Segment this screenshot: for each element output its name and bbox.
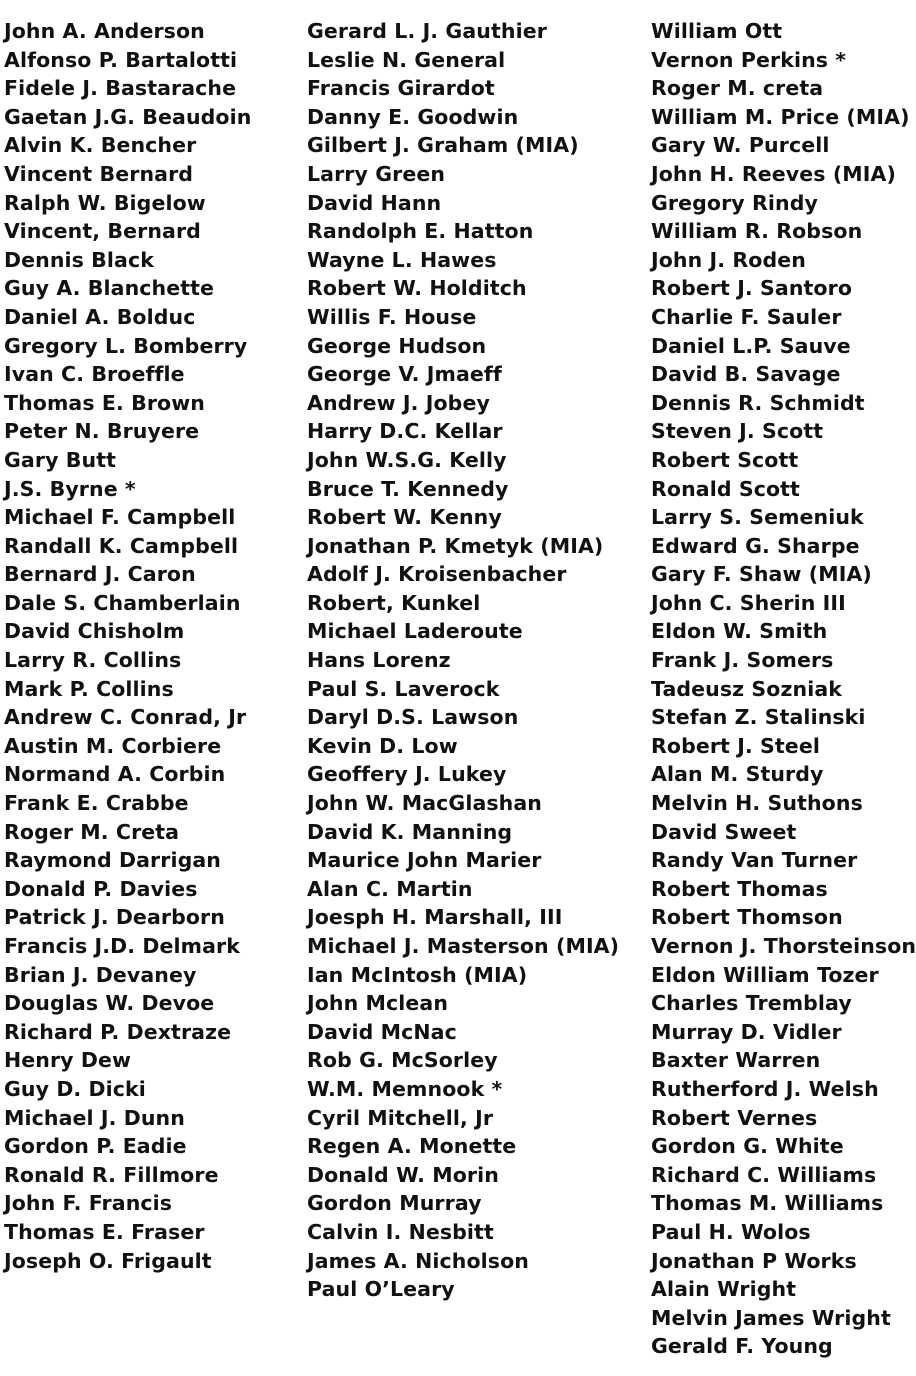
name-entry: Alan C. Martin: [307, 876, 473, 901]
name-entry: Wayne L. Hawes: [307, 247, 497, 272]
name-entry: J.S. Byrne *: [4, 476, 136, 501]
name-entry: Larry Green: [307, 161, 446, 186]
name-entry: Douglas W. Devoe: [4, 991, 215, 1016]
name-entry: Michael J. Dunn: [4, 1105, 185, 1130]
name-entry: Fidele J. Bastarache: [4, 76, 237, 101]
name-entry: Robert W. Kenny: [307, 505, 502, 530]
name-entry: Adolf J. Kroisenbacher: [307, 562, 567, 587]
name-entry: Paul S. Laverock: [307, 676, 500, 701]
name-entry: Tadeusz Sozniak: [651, 676, 842, 701]
name-entry: Alfonso P. Bartalotti: [4, 47, 238, 72]
name-entry: Daryl D.S. Lawson: [307, 705, 519, 730]
name-entry: Stefan Z. Stalinski: [651, 705, 866, 730]
name-entry: Joesph H. Marshall, III: [307, 905, 563, 930]
name-entry: Larry S. Semeniuk: [651, 505, 864, 530]
name-entry: Charles Tremblay: [651, 991, 852, 1016]
name-entry: William M. Price (MIA): [651, 104, 910, 129]
name-entry: Vincent Bernard: [4, 161, 194, 186]
name-entry: Gary F. Shaw (MIA): [651, 562, 872, 587]
name-entry: Regen A. Monette: [307, 1134, 517, 1159]
name-entry: Roger M. creta: [651, 76, 824, 101]
name-entry: Gregory L. Bomberry: [4, 333, 248, 358]
name-entry: Robert Thomson: [651, 905, 843, 930]
name-entry: Daniel L.P. Sauve: [651, 333, 851, 358]
name-entry: Robert J. Santoro: [651, 276, 853, 301]
name-entry: Kevin D. Low: [307, 733, 458, 758]
name-entry: George Hudson: [307, 333, 487, 358]
name-entry: Austin M. Corbiere: [4, 733, 222, 758]
name-entry: David Hann: [307, 190, 442, 215]
name-entry: Donald P. Davies: [4, 876, 198, 901]
name-entry: John F. Francis: [4, 1191, 173, 1216]
name-entry: Randolph E. Hatton: [307, 219, 534, 244]
name-entry: Frank J. Somers: [651, 648, 834, 673]
name-entry: Edward G. Sharpe: [651, 533, 860, 558]
name-entry: Rutherford J. Welsh: [651, 1076, 879, 1101]
name-entry: Gilbert J. Graham (MIA): [307, 133, 579, 158]
name-entry: Ian McIntosh (MIA): [307, 962, 528, 987]
name-entry: Donald W. Morin: [307, 1162, 499, 1187]
name-entry: Jonathan P. Kmetyk (MIA): [307, 533, 604, 558]
name-entry: Vernon J. Thorsteinson: [651, 934, 916, 958]
name-entry: Gerald F. Young: [651, 1334, 833, 1359]
name-entry: Eldon W. Smith: [651, 619, 828, 644]
name-entry: James A. Nicholson: [307, 1248, 529, 1273]
name-entry: Jonathan P Works: [651, 1248, 857, 1273]
name-column-2: [307, 17, 619, 1304]
name-entry: Francis Girardot: [307, 76, 495, 101]
name-entry: Alvin K. Bencher: [4, 133, 197, 158]
name-entry: Andrew C. Conrad, Jr: [4, 705, 247, 730]
name-entry: Thomas E. Fraser: [4, 1219, 205, 1244]
name-entry: Ivan C. Broeffle: [4, 362, 185, 387]
name-entry: Danny E. Goodwin: [307, 104, 519, 129]
name-entry: Frank E. Crabbe: [4, 791, 189, 816]
name-column-1: [4, 17, 251, 1275]
name-entry: Gordon P. Eadie: [4, 1134, 187, 1159]
name-entry: Vincent, Bernard: [4, 219, 201, 244]
name-entry: Gerard L. J. Gauthier: [307, 19, 547, 43]
name-entry: Thomas E. Brown: [4, 390, 205, 415]
name-entry: Vernon Perkins *: [651, 47, 847, 72]
name-entry: Ralph W. Bigelow: [4, 190, 206, 215]
name-entry: Dennis Black: [4, 247, 154, 272]
name-entry: Alan M. Sturdy: [651, 762, 824, 787]
name-entry: Larry R. Collins: [4, 648, 182, 673]
name-entry: Robert W. Holditch: [307, 276, 527, 301]
name-entry: Gaetan J.G. Beaudoin: [4, 104, 252, 129]
name-entry: Melvin H. Suthons: [651, 791, 863, 816]
name-entry: John H. Reeves (MIA): [651, 161, 896, 186]
name-entry: Charlie F. Sauler: [651, 304, 842, 329]
name-entry: Randy Van Turner: [651, 848, 858, 873]
name-entry: Bernard J. Caron: [4, 562, 196, 587]
name-entry: Harry D.C. Kellar: [307, 419, 503, 444]
name-entry: Melvin James Wright: [651, 1305, 891, 1330]
name-entry: Bruce T. Kennedy: [307, 476, 509, 501]
name-entry: John W.S.G. Kelly: [307, 447, 507, 472]
name-entry: Joseph O. Frigault: [4, 1248, 212, 1273]
name-entry: Roger M. Creta: [4, 819, 180, 844]
name-entry: Michael Laderoute: [307, 619, 523, 644]
name-entry: Ronald Scott: [651, 476, 800, 501]
name-entry: Paul H. Wolos: [651, 1219, 811, 1244]
name-entry: Brian J. Devaney: [4, 962, 197, 987]
name-entry: Cyril Mitchell, Jr: [307, 1105, 494, 1130]
name-entry: Mark P. Collins: [4, 676, 174, 701]
name-entry: Gordon G. White: [651, 1134, 844, 1159]
name-entry: Ronald R. Fillmore: [4, 1162, 219, 1187]
name-entry: Alain Wright: [651, 1277, 797, 1302]
name-entry: Thomas M. Williams: [651, 1191, 884, 1216]
name-entry: Michael J. Masterson (MIA): [307, 934, 620, 958]
name-entry: John Mclean: [307, 991, 449, 1016]
name-entry: Michael F. Campbell: [4, 505, 236, 530]
name-entry: Patrick J. Dearborn: [4, 905, 225, 930]
name-entry: Hans Lorenz: [307, 648, 451, 673]
name-entry: Richard P. Dextraze: [4, 1019, 232, 1044]
name-entry: Dale S. Chamberlain: [4, 590, 241, 615]
name-entry: Gregory Rindy: [651, 190, 818, 215]
name-entry: Gordon Murray: [307, 1191, 482, 1216]
name-entry: Gary Butt: [4, 447, 116, 472]
name-entry: Gary W. Purcell: [651, 133, 830, 158]
name-entry: David K. Manning: [307, 819, 513, 844]
name-entry: George V. Jmaeff: [307, 362, 502, 387]
name-entry: Guy A. Blanchette: [4, 276, 215, 301]
name-entry: Robert, Kunkel: [307, 590, 481, 615]
name-entry: William Ott: [651, 19, 783, 43]
name-entry: Andrew J. Jobey: [307, 390, 490, 415]
name-column-3: [651, 17, 916, 1361]
name-entry: Calvin I. Nesbitt: [307, 1219, 494, 1244]
name-entry: Daniel A. Bolduc: [4, 304, 196, 329]
name-entry: David Sweet: [651, 819, 797, 844]
name-entry: Robert J. Steel: [651, 733, 820, 758]
name-entry: John A. Anderson: [4, 19, 205, 43]
name-entry: Robert Scott: [651, 447, 799, 472]
name-entry: Francis J.D. Delmark: [4, 934, 240, 958]
name-entry: John J. Roden: [651, 247, 806, 272]
name-entry: William R. Robson: [651, 219, 863, 244]
name-entry: John C. Sherin III: [651, 590, 846, 615]
name-entry: David Chisholm: [4, 619, 185, 644]
name-entry: Willis F. House: [307, 304, 477, 329]
name-entry: Robert Vernes: [651, 1105, 818, 1130]
name-entry: John W. MacGlashan: [307, 791, 542, 816]
name-entry: Normand A. Corbin: [4, 762, 226, 787]
name-entry: Maurice John Marier: [307, 848, 542, 873]
name-entry: Murray D. Vidler: [651, 1019, 842, 1044]
name-entry: Rob G. McSorley: [307, 1048, 498, 1073]
name-entry: Richard C. Williams: [651, 1162, 877, 1187]
name-entry: Randall K. Campbell: [4, 533, 239, 558]
name-entry: David McNac: [307, 1019, 457, 1044]
name-entry: Raymond Darrigan: [4, 848, 221, 873]
name-entry: Henry Dew: [4, 1048, 132, 1073]
name-entry: Paul O’Leary: [307, 1277, 455, 1302]
name-entry: Peter N. Bruyere: [4, 419, 200, 444]
name-entry: Eldon William Tozer: [651, 962, 879, 987]
name-entry: W.M. Memnook *: [307, 1076, 503, 1101]
name-entry: David B. Savage: [651, 362, 841, 387]
name-entry: Steven J. Scott: [651, 419, 824, 444]
name-entry: Robert Thomas: [651, 876, 828, 901]
name-entry: Geoffery J. Lukey: [307, 762, 507, 787]
name-entry: Baxter Warren: [651, 1048, 821, 1073]
name-entry: Dennis R. Schmidt: [651, 390, 865, 415]
name-entry: Leslie N. General: [307, 47, 506, 72]
name-entry: Guy D. Dicki: [4, 1076, 146, 1101]
